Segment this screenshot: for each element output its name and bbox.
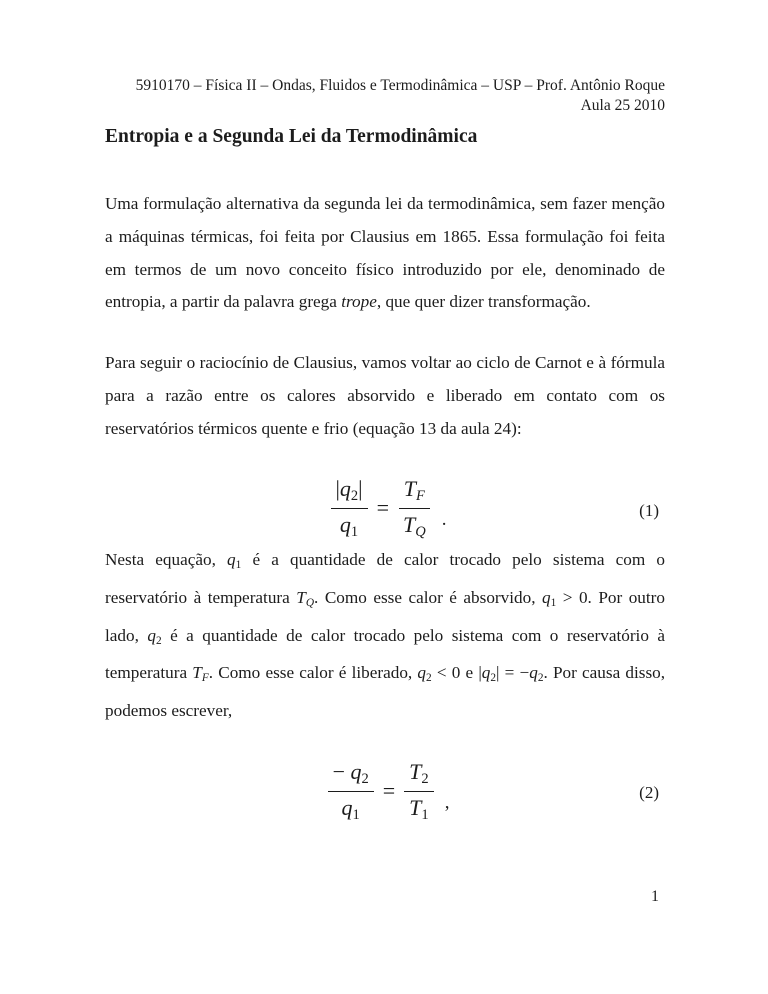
fraction-denominator: TQ xyxy=(403,512,426,541)
course-header xyxy=(90,76,665,116)
equation-1 xyxy=(105,474,665,544)
fraction-denominator: q1 xyxy=(341,794,360,823)
fraction-denominator: T1 xyxy=(409,794,429,823)
equals-sign: = xyxy=(382,777,396,803)
fraction-minus-q2-q1 xyxy=(328,759,374,824)
fraction-numerator: − q2 xyxy=(328,759,374,792)
fraction-numerator: |q2| xyxy=(331,476,368,509)
document-body xyxy=(105,188,665,826)
page-number: 1 xyxy=(651,888,659,905)
equation-2-number: (2) xyxy=(639,783,659,803)
fraction-denominator: q1 xyxy=(339,512,359,541)
equation-2-math xyxy=(321,759,450,824)
paragraph-intro: Uma formulação alternativa da segunda lei da termodinâmica, sem fazer menção a máquinas térmicas, foi feita por Clausius em 1865. Essa formulação foi feita em termos de um novo conceito físico introduzido por ele, denominado de entropia, a partir da palavra grega trope, que quer dizer transformação. xyxy=(105,194,665,312)
fraction-t2-t1 xyxy=(404,759,434,824)
course-header-line: 5910170 – Física II – Ondas, Fluidos e Termodinâmica – USP – Prof. Antônio Roque xyxy=(135,77,665,94)
paragraph-explanation: Nesta equação, q1 é a quantidade de calor trocado pelo sistema com o reservatório à temperatura TQ. Como esse calor é absorvido, q1 > 0. Por outro lado, q2 é a quantidade de calor trocado pelo sistema com o reservatório à temperatura TF. Como esse calor é liberado, q2 < 0 e |q2| = −q2. Por causa disso, podemos escrever, xyxy=(105,549,666,721)
fraction-q2-q1 xyxy=(331,476,368,541)
fraction-numerator: T2 xyxy=(404,759,434,792)
paragraph-carnot: Para seguir o raciocínio de Clausius, vamos voltar ao ciclo de Carnot e à fórmula para a razão entre os calores absorvido e liberado em contato com os reservatórios térmicos quente e frio (equação 13 da aula 24): xyxy=(105,353,665,438)
equation-1-math xyxy=(324,476,447,541)
fraction-tf-tq xyxy=(398,476,431,541)
equation-2 xyxy=(105,756,665,826)
lecture-info-line: Aula 25 2010 xyxy=(580,97,665,114)
equation-punctuation: . xyxy=(441,509,447,531)
equals-sign: = xyxy=(376,495,389,521)
equation-punctuation: , xyxy=(444,791,450,813)
equation-1-number: (1) xyxy=(639,500,659,520)
document-title: Entropia e a Segunda Lei da Termodinâmica xyxy=(105,126,478,147)
fraction-numerator: TF xyxy=(399,476,430,509)
